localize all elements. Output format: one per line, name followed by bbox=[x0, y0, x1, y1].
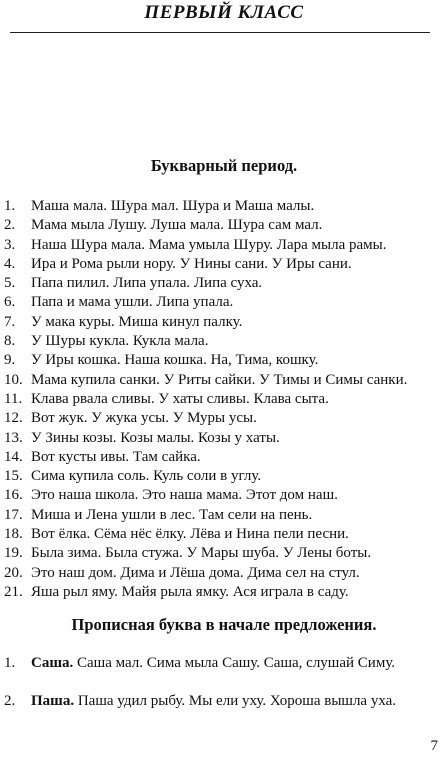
item-text bbox=[31, 693, 396, 710]
list-item bbox=[0, 332, 448, 351]
list-item bbox=[0, 525, 448, 544]
item-number: 11. bbox=[4, 390, 23, 407]
item-text: Мама купила санки. У Риты сайки. У Тимы и Симы санки. bbox=[31, 371, 408, 388]
item-number: 3. bbox=[4, 236, 16, 253]
list-item bbox=[0, 544, 448, 563]
item-text: Это наш дом. Дима и Лёша дома. Дима сел на стул. bbox=[31, 564, 360, 581]
item-text: Ира и Рома рыли нору. У Нины сани. У Иры сани. bbox=[31, 255, 352, 272]
item-number: 7. bbox=[4, 313, 16, 330]
list-item bbox=[0, 409, 448, 428]
list-item bbox=[0, 583, 448, 602]
list-item bbox=[0, 293, 448, 312]
list-item bbox=[0, 216, 448, 235]
item-text: Мама мыла Лушу. Луша мала. Шура сам мал. bbox=[31, 217, 323, 234]
item-number: 16. bbox=[4, 487, 23, 504]
item-keyword: Саша. bbox=[31, 655, 74, 671]
item-number: 18. bbox=[4, 526, 23, 543]
item-number: 1. bbox=[4, 198, 16, 214]
item-number: 13. bbox=[4, 429, 23, 446]
item-keyword: Паша. bbox=[31, 693, 75, 709]
sentence-list bbox=[0, 197, 448, 602]
item-number: 9. bbox=[4, 352, 16, 369]
section-title-capital-letter: Прописная буква в начале предложения. bbox=[71, 615, 377, 634]
item-text: Вот кусты ивы. Там сайка. bbox=[31, 448, 201, 465]
item-number: 12. bbox=[4, 410, 23, 427]
item-text: Вот жук. У жука усы. У Муры усы. bbox=[31, 410, 257, 427]
list-item bbox=[0, 371, 448, 390]
item-text: Наша Шура мала. Мама умыла Шуру. Лара мыла рамы. bbox=[31, 236, 387, 253]
item-number: 21. bbox=[4, 583, 23, 600]
item-number: 17. bbox=[4, 506, 23, 523]
item-text: Была зима. Была стужа. У Мары шуба. У Лены боты. bbox=[31, 545, 372, 562]
item-number: 5. bbox=[4, 275, 16, 292]
item-number: 14. bbox=[4, 448, 23, 465]
list-item bbox=[0, 313, 448, 332]
item-text bbox=[31, 655, 395, 672]
item-number: 8. bbox=[4, 333, 16, 350]
item-number: 19. bbox=[4, 545, 23, 562]
item-number: 2. bbox=[4, 693, 16, 709]
item-text: У Шуры кукла. Кукла мала. bbox=[31, 333, 209, 350]
item-text: У Зины козы. Козы малы. Козы у хаты. bbox=[31, 429, 280, 446]
list-item bbox=[0, 564, 448, 583]
item-text: Маша мала. Шура мал. Шура и Маша малы. bbox=[31, 198, 315, 214]
item-text: Миша и Лена ушли в лес. Там сели на пень. bbox=[31, 506, 313, 523]
list-item bbox=[0, 351, 448, 370]
list-item bbox=[0, 486, 448, 505]
item-number: 20. bbox=[4, 564, 23, 581]
list-item bbox=[0, 197, 448, 216]
running-head: ПЕРВЫЙ КЛАСС bbox=[144, 2, 304, 23]
item-text: Вот ёлка. Сёма нёс ёлку. Лёва и Нина пели песни. bbox=[31, 526, 349, 543]
list-item bbox=[0, 390, 448, 409]
list-item bbox=[0, 506, 448, 525]
item-text: У мака куры. Миша кинул палку. bbox=[31, 313, 243, 330]
item-text: У Иры кошка. Наша кошка. На, Тима, кошку. bbox=[31, 352, 319, 369]
item-number: 2. bbox=[4, 217, 16, 234]
section-title-alphabet-period: Букварный период. bbox=[150, 156, 298, 175]
item-number: 15. bbox=[4, 468, 23, 485]
item-text: Папа пилил. Липа упала. Липа суха. bbox=[31, 275, 263, 292]
item-number: 1. bbox=[4, 655, 16, 671]
page-number: 7 bbox=[430, 738, 438, 754]
item-number: 4. bbox=[4, 255, 16, 272]
list-item bbox=[0, 467, 448, 486]
item-text: Сима купила соль. Куль соли в углу. bbox=[31, 468, 262, 485]
item-text: Это наша школа. Это наша мама. Этот дом наш. bbox=[31, 487, 338, 504]
list-item bbox=[0, 236, 448, 255]
header-rule bbox=[10, 32, 430, 33]
list-item bbox=[0, 448, 448, 467]
item-sentence: Паша удил рыбу. Мы ели уху. Хороша вышла уха. bbox=[74, 693, 397, 709]
item-sentence: Саша мал. Сима мыла Сашу. Саша, слушай Симу. bbox=[73, 655, 396, 671]
list-item bbox=[0, 255, 448, 274]
item-number: 10. bbox=[4, 371, 23, 388]
list-item bbox=[0, 429, 448, 448]
item-text: Папа и мама ушли. Липа упала. bbox=[31, 294, 234, 311]
item-text: Клава рвала сливы. У хаты сливы. Клава сыта. bbox=[31, 390, 329, 407]
list-item bbox=[0, 274, 448, 293]
item-text: Яша рыл яму. Майя рыла ямку. Ася играла в саду. bbox=[31, 583, 349, 600]
item-number: 6. bbox=[4, 294, 16, 311]
